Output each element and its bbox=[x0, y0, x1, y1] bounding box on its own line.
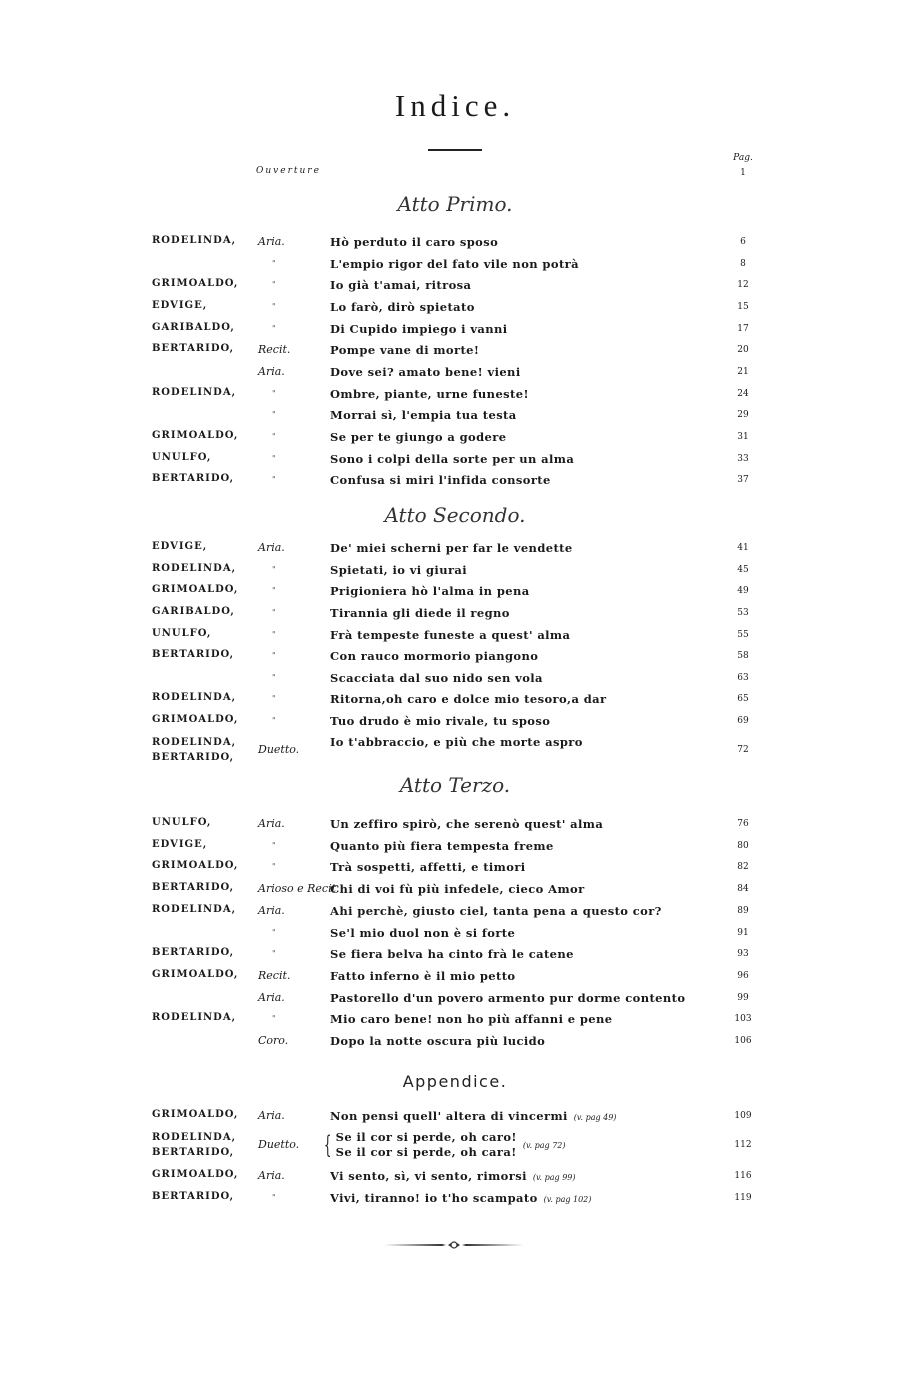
entry-type: " bbox=[272, 949, 276, 958]
entry-title bbox=[330, 541, 573, 555]
entry-title bbox=[330, 300, 475, 314]
entry-title bbox=[330, 904, 662, 918]
toc-entry[interactable] bbox=[0, 298, 900, 318]
entry-type: " bbox=[272, 410, 276, 419]
toc-entry[interactable] bbox=[0, 428, 900, 448]
entry-title bbox=[330, 839, 554, 853]
entry-role: BERTARIDO, bbox=[152, 947, 235, 958]
entry-page: 37 bbox=[737, 475, 749, 485]
entry-role: RODELINDA, bbox=[152, 235, 237, 246]
entry-page: 82 bbox=[737, 862, 749, 872]
entry-page: 45 bbox=[737, 565, 749, 575]
entry-type: " bbox=[272, 586, 276, 595]
toc-entry[interactable] bbox=[0, 858, 900, 878]
entry-title bbox=[330, 387, 529, 401]
toc-entry[interactable] bbox=[0, 561, 900, 581]
entry-role: BERTARIDO, bbox=[152, 343, 235, 354]
entry-role-line: BERTARIDO, bbox=[152, 752, 235, 763]
entry-type: Aria. bbox=[258, 1109, 285, 1122]
toc-entry[interactable] bbox=[0, 1032, 900, 1052]
entry-type: " bbox=[272, 1014, 276, 1023]
entry-type: Recit. bbox=[258, 343, 291, 356]
entry-title-line: Se il cor si perde, oh caro! bbox=[335, 1130, 517, 1144]
entry-page: 96 bbox=[737, 971, 749, 981]
entry-role-line: RODELINDA, bbox=[152, 737, 237, 748]
entry-title-text: Spietati, io vi giurai bbox=[330, 563, 468, 577]
entry-type: " bbox=[272, 302, 276, 311]
toc-entry[interactable] bbox=[0, 1189, 900, 1209]
entry-role: RODELINDA, bbox=[152, 1012, 237, 1023]
entry-page: 15 bbox=[737, 302, 749, 312]
entry-page: 89 bbox=[737, 906, 749, 916]
entry-type: Duetto. bbox=[258, 743, 300, 756]
entry-page: 119 bbox=[734, 1193, 752, 1203]
entry-title bbox=[330, 947, 574, 961]
entry-role: GARIBALDO, bbox=[152, 322, 235, 333]
entry-role: EDVIGE, bbox=[152, 300, 208, 311]
entry-title-text: Dopo la notte oscura più lucido bbox=[330, 1034, 546, 1048]
entry-title bbox=[330, 991, 685, 1005]
entry-type: Aria. bbox=[258, 991, 285, 1004]
act-heading: Atto Terzo. bbox=[399, 773, 511, 797]
entry-type: Aria. bbox=[258, 817, 285, 830]
entry-page: 29 bbox=[737, 410, 749, 420]
entry-type: " bbox=[272, 862, 276, 871]
entry-type: " bbox=[272, 259, 276, 268]
entry-title-text: Lo farò, dirò spietato bbox=[330, 300, 475, 314]
entry-role: GRIMOALDO, bbox=[152, 1169, 239, 1180]
entry-page: 24 bbox=[737, 389, 749, 399]
entry-title bbox=[330, 563, 467, 577]
overture-page: 1 bbox=[740, 168, 746, 178]
toc-entry[interactable] bbox=[0, 255, 900, 275]
entry-page: 8 bbox=[740, 259, 746, 269]
entry-title bbox=[330, 452, 574, 466]
entry-type: " bbox=[272, 324, 276, 333]
toc-entry[interactable] bbox=[0, 582, 900, 602]
entry-type: " bbox=[272, 454, 276, 463]
entry-title-text: Prigioniera hò l'alma in pena bbox=[330, 584, 530, 598]
entry-title bbox=[330, 860, 526, 874]
entry-title bbox=[330, 257, 579, 271]
entry-title-text: Se per te giungo a godere bbox=[330, 430, 507, 444]
toc-entry[interactable] bbox=[0, 1107, 900, 1127]
toc-entry[interactable] bbox=[0, 341, 900, 361]
entry-title bbox=[330, 430, 506, 444]
entry-role: BERTARIDO, bbox=[152, 882, 235, 893]
entry-title-text: Scacciata dal suo nido sen vola bbox=[330, 671, 543, 685]
entry-role: EDVIGE, bbox=[152, 541, 208, 552]
entry-role: RODELINDA, bbox=[152, 904, 237, 915]
toc-entry[interactable] bbox=[0, 902, 900, 922]
entry-role: GRIMOALDO, bbox=[152, 714, 239, 725]
entry-page: 6 bbox=[740, 237, 746, 247]
entry-title-text: Fatto inferno è il mio petto bbox=[330, 969, 516, 983]
entry-page: 53 bbox=[737, 608, 749, 618]
entry-title-text: Chi di voi fù più infedele, cieco Amor bbox=[330, 882, 585, 896]
entry-role: RODELINDA, bbox=[152, 563, 237, 574]
entry-role: UNULFO, bbox=[152, 628, 212, 639]
entry-type: Aria. bbox=[258, 1169, 285, 1182]
toc-entry[interactable] bbox=[0, 276, 900, 296]
entry-title-text: Tuo drudo è mio rivale, tu sposo bbox=[330, 714, 551, 728]
entry-title-text: Pastorello d'un povero armento pur dorme contento bbox=[330, 991, 686, 1005]
entry-title-text: Trà sospetti, affetti, e timori bbox=[330, 860, 526, 874]
toc-entry[interactable] bbox=[0, 647, 900, 667]
entry-title-text: Se'l mio duol non è si forte bbox=[330, 926, 516, 940]
toc-entry[interactable] bbox=[0, 1167, 900, 1187]
entry-role-line: RODELINDA, bbox=[152, 1132, 237, 1143]
entry-page: 84 bbox=[737, 884, 749, 894]
toc-entry[interactable] bbox=[0, 837, 900, 857]
entry-page: 31 bbox=[737, 432, 749, 442]
entry-page: 99 bbox=[737, 993, 749, 1003]
entry-title bbox=[330, 1034, 545, 1048]
cross-reference: (v. pag 72) bbox=[522, 1141, 566, 1150]
entry-title bbox=[330, 235, 498, 249]
entry-title bbox=[330, 473, 551, 487]
entry-type: " bbox=[272, 928, 276, 937]
entry-title-text: Non pensi quell' altera di vincermi bbox=[330, 1109, 568, 1123]
entry-type: Recit. bbox=[258, 969, 291, 982]
entry-role: BERTARIDO, bbox=[152, 1191, 235, 1202]
entry-page: 41 bbox=[737, 543, 749, 553]
entry-title bbox=[330, 882, 585, 896]
entry-title bbox=[330, 969, 516, 983]
toc-entry[interactable] bbox=[0, 320, 900, 340]
entry-title-text: Un zeffiro spirò, che serenò quest' alma bbox=[330, 817, 604, 831]
entry-role: UNULFO, bbox=[152, 452, 212, 463]
overture-title: Ouverture bbox=[256, 166, 321, 176]
entry-page: 12 bbox=[737, 280, 749, 290]
toc-entry[interactable] bbox=[0, 712, 900, 732]
entry-page: 21 bbox=[737, 367, 749, 377]
overture-row[interactable] bbox=[0, 164, 900, 184]
entry-title bbox=[330, 1169, 576, 1183]
entry-role: RODELINDA, bbox=[152, 692, 237, 703]
entry-type: " bbox=[272, 608, 276, 617]
entry-page: 112 bbox=[734, 1140, 752, 1150]
act-heading: Atto Secondo. bbox=[384, 503, 526, 527]
toc-entry[interactable] bbox=[0, 967, 900, 987]
entry-page: 65 bbox=[737, 694, 749, 704]
entry-type: " bbox=[272, 673, 276, 682]
entry-title-text: Ritorna,oh caro e dolce mio tesoro,a dar bbox=[330, 692, 607, 706]
entry-title-text: Hò perduto il caro sposo bbox=[330, 235, 499, 249]
entry-title-text: De' miei scherni per far le vendette bbox=[330, 541, 573, 555]
entry-title bbox=[330, 1191, 591, 1205]
entry-type: " bbox=[272, 716, 276, 725]
cross-reference: (v. pag 99) bbox=[532, 1173, 576, 1182]
entry-title bbox=[322, 1130, 566, 1160]
entry-title-text: Ombre, piante, urne funeste! bbox=[330, 387, 529, 401]
entry-page: 49 bbox=[737, 586, 749, 596]
entry-role: GRIMOALDO, bbox=[152, 969, 239, 980]
toc-entry[interactable] bbox=[0, 604, 900, 624]
toc-entry[interactable] bbox=[0, 945, 900, 965]
entry-title bbox=[330, 322, 508, 336]
entry-type: Arioso e Recit. bbox=[258, 882, 340, 895]
entry-title-text: Se fiera belva ha cinto frà le catene bbox=[330, 947, 574, 961]
entry-type: Aria. bbox=[258, 235, 285, 248]
entry-page: 109 bbox=[734, 1111, 752, 1121]
entry-title bbox=[330, 735, 583, 750]
entry-page: 69 bbox=[737, 716, 749, 726]
entry-title-text: Mio caro bene! non ho più affanni e pene bbox=[330, 1012, 613, 1026]
entry-title-text: Tirannia gli diede il regno bbox=[330, 606, 510, 620]
entry-title-text: Vivi, tiranno! io t'ho scampato bbox=[330, 1191, 538, 1205]
toc-entry[interactable] bbox=[0, 385, 900, 405]
toc-entry[interactable] bbox=[0, 690, 900, 710]
act-heading: Appendice. bbox=[402, 1072, 508, 1091]
entry-title-text: Vi sento, sì, vi sento, rimorsi bbox=[330, 1169, 527, 1183]
toc-entry[interactable] bbox=[0, 989, 900, 1009]
entry-page: 63 bbox=[737, 673, 749, 683]
entry-type: Aria. bbox=[258, 541, 285, 554]
entry-title bbox=[330, 714, 550, 728]
entry-page: 55 bbox=[737, 630, 749, 640]
entry-title bbox=[330, 606, 510, 620]
entry-title bbox=[330, 817, 603, 831]
entry-role: UNULFO, bbox=[152, 817, 212, 828]
entry-title bbox=[330, 692, 606, 706]
toc-entry[interactable] bbox=[0, 815, 900, 835]
entry-page: 17 bbox=[737, 324, 749, 334]
entry-page: 80 bbox=[737, 841, 749, 851]
entry-page: 106 bbox=[734, 1036, 752, 1046]
entry-title bbox=[330, 343, 479, 357]
end-ornament bbox=[384, 1238, 524, 1252]
toc-entry[interactable] bbox=[0, 880, 900, 900]
entry-title-lines bbox=[336, 1130, 517, 1160]
entry-title-text: Quanto più fiera tempesta freme bbox=[330, 839, 554, 853]
entry-title-text: Di Cupido impiego i vanni bbox=[330, 322, 508, 336]
toc-entry[interactable] bbox=[0, 539, 900, 559]
entry-page: 76 bbox=[737, 819, 749, 829]
cross-reference: (v. pag 102) bbox=[543, 1195, 592, 1204]
toc-entry[interactable] bbox=[0, 626, 900, 646]
entry-role: GRIMOALDO, bbox=[152, 278, 239, 289]
entry-type: " bbox=[272, 694, 276, 703]
entry-page: 116 bbox=[734, 1171, 752, 1181]
entry-type: " bbox=[272, 475, 276, 484]
entry-role: GRIMOALDO, bbox=[152, 430, 239, 441]
cross-reference: (v. pag 49) bbox=[573, 1113, 617, 1122]
toc-entry[interactable] bbox=[0, 1128, 900, 1164]
entry-title-text: Con rauco mormorio piangono bbox=[330, 649, 539, 663]
entry-type: Aria. bbox=[258, 365, 285, 378]
entry-type: " bbox=[272, 630, 276, 639]
entry-page: 91 bbox=[737, 928, 749, 938]
toc-entry[interactable] bbox=[0, 669, 900, 689]
toc-entry[interactable] bbox=[0, 363, 900, 383]
toc-entry[interactable] bbox=[0, 1010, 900, 1030]
entry-type: Aria. bbox=[258, 904, 285, 917]
toc-entry[interactable] bbox=[0, 471, 900, 491]
entry-title-line: Se il cor si perde, oh cara! bbox=[335, 1145, 517, 1159]
entry-role: GRIMOALDO, bbox=[152, 1109, 239, 1120]
entry-title bbox=[330, 628, 570, 642]
entry-title bbox=[330, 671, 543, 685]
entry-role bbox=[152, 1130, 236, 1160]
entry-title bbox=[330, 926, 515, 940]
toc-entry[interactable] bbox=[0, 924, 900, 944]
entry-role-line: BERTARIDO, bbox=[152, 1147, 235, 1158]
entry-role bbox=[152, 735, 236, 765]
act-heading: Atto Primo. bbox=[397, 192, 513, 216]
entry-role: GRIMOALDO, bbox=[152, 584, 239, 595]
entry-title bbox=[330, 1109, 616, 1123]
entry-title bbox=[330, 584, 530, 598]
entry-role: GARIBALDO, bbox=[152, 606, 235, 617]
entry-type: " bbox=[272, 565, 276, 574]
entry-title-text: L'empio rigor del fato vile non potrà bbox=[330, 257, 579, 271]
entry-page: 72 bbox=[737, 745, 749, 755]
entry-role: EDVIGE, bbox=[152, 839, 208, 850]
entry-title bbox=[330, 1012, 613, 1026]
entry-title-text: Confusa si miri l'infida consorte bbox=[330, 473, 551, 487]
entry-page: 33 bbox=[737, 454, 749, 464]
entry-type: " bbox=[272, 432, 276, 441]
entry-title bbox=[330, 408, 517, 422]
page-column-header: Pag. bbox=[733, 153, 753, 163]
entry-role: RODELINDA, bbox=[152, 387, 237, 398]
entry-type: Duetto. bbox=[258, 1138, 300, 1151]
toc-entry[interactable] bbox=[0, 733, 900, 769]
entry-title-text: Dove sei? amato bene! vieni bbox=[330, 365, 521, 379]
entry-type: " bbox=[272, 1193, 276, 1202]
entry-page: 58 bbox=[737, 651, 749, 661]
entry-title-text: Io già t'amai, ritrosa bbox=[330, 278, 472, 292]
entry-page: 93 bbox=[737, 949, 749, 959]
entry-type: " bbox=[272, 651, 276, 660]
page-title: Indice. bbox=[394, 88, 516, 123]
entry-title-text: Frà tempeste funeste a quest' alma bbox=[330, 628, 571, 642]
entry-title bbox=[330, 278, 471, 292]
entry-type: " bbox=[272, 841, 276, 850]
title-divider bbox=[428, 149, 482, 151]
entry-type: Coro. bbox=[258, 1034, 289, 1047]
entry-title-text: Ahi perchè, giusto ciel, tanta pena a questo cor? bbox=[330, 904, 662, 918]
toc-entry[interactable] bbox=[0, 450, 900, 470]
entry-type: " bbox=[272, 280, 276, 289]
entry-title-text: Io t'abbraccio, e più che morte aspro bbox=[330, 735, 583, 749]
entry-page: 20 bbox=[737, 345, 749, 355]
entry-page: 103 bbox=[734, 1014, 752, 1024]
entry-type: " bbox=[272, 389, 276, 398]
entry-title bbox=[330, 649, 538, 663]
toc-entry[interactable] bbox=[0, 233, 900, 253]
entry-title-text: Pompe vane di morte! bbox=[330, 343, 480, 357]
entry-role: GRIMOALDO, bbox=[152, 860, 239, 871]
entry-title-text: Sono i colpi della sorte per un alma bbox=[330, 452, 575, 466]
entry-role: BERTARIDO, bbox=[152, 473, 235, 484]
toc-entry[interactable] bbox=[0, 406, 900, 426]
brace-glyph: { bbox=[323, 1131, 332, 1159]
entry-title bbox=[330, 365, 521, 379]
entry-role: BERTARIDO, bbox=[152, 649, 235, 660]
entry-title-text: Morrai sì, l'empia tua testa bbox=[330, 408, 517, 422]
